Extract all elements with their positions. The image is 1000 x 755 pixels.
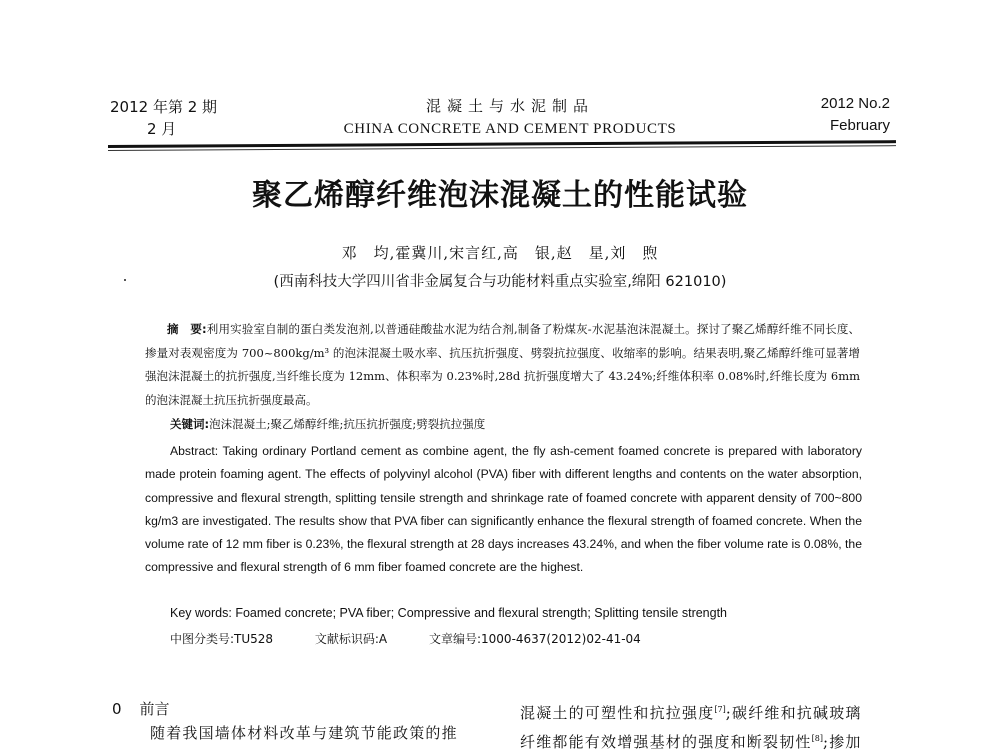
- journal-name-en: CHINA CONCRETE AND CEMENT PRODUCTS: [343, 121, 677, 137]
- article-affiliation: (西南科技大学四川省非金属复合与功能材料重点实验室,绵阳 621010): [273, 274, 727, 290]
- body-text-span: ;碳纤维和抗碱玻璃: [725, 704, 862, 722]
- abstract-cn-text: 利用实验室自制的蛋白类发泡剂,以普通硅酸盐水泥为结合剂,制备了粉煤灰-水泥基泡沫混凝土。探讨了聚乙烯醇纤维不同长度、掺量对表观密度为 700~800kg/m³ 的泡沫混凝土吸水率、抗压抗折强度、劈裂抗拉强度、收缩率的影响。结果表明,聚乙烯醇纤维可显著增强泡沫混凝土的抗折强度,当纤维长度为 12mm、体积率为 0.23%时,28d 抗折强度增大了 43.24%;纤维体积率 0.08%时,纤维长度为 6mm 的泡沫混凝土抗压抗折强度最高。: [145, 322, 860, 407]
- article-authors: 邓 均,霍冀川,宋言红,高 银,赵 星,刘 煦: [341, 244, 659, 262]
- keywords-en-text: Foamed concrete; PVA fiber; Compressive and flexural strength; Splitting tensile strength: [235, 606, 728, 620]
- keywords-en-label: Key words:: [170, 606, 232, 620]
- body-text-span: 混凝土的可塑性和抗拉强度: [520, 704, 715, 722]
- article-number: 文章编号:1000-4637(2012)02-41-04: [428, 632, 641, 646]
- body-text-span: ;掺加: [822, 733, 862, 751]
- article-metadata: [170, 630, 679, 647]
- citation-ref: [7]: [714, 705, 726, 714]
- abstract-en: [145, 440, 862, 580]
- body-text-span: 纤维都能有效增强基材的强度和断裂韧性: [520, 733, 812, 751]
- body-text-left-column: [150, 722, 458, 743]
- journal-name-cn: 混凝土与水泥制品: [425, 97, 594, 115]
- section-heading: [112, 698, 170, 719]
- section-title: 前言: [139, 700, 170, 718]
- body-text-right-column: [520, 697, 862, 755]
- issue-info-en: [821, 93, 890, 137]
- issue-month-cn: 2 月: [147, 120, 177, 138]
- citation-ref: [8]: [811, 734, 823, 743]
- abstract-en-text: Taking ordinary Portland cement as combine agent, the fly ash-cement foamed concrete is prepared with laboratory made protein foaming agent. The effects of polyvinyl alcohol (PVA) fiber with different lengths and contents on the water absorption, compressive and flexural strength, splitting tensile strength and shrinkage rate of foamed concrete with apparent density of 700~800 kg/m3 are investigated. The results show that PVA fiber can significantly enhance the flexural strength of foamed concrete. When the volume rate of 12 mm fiber is 0.23%, the flexural strength at 28 days increases 43.24%, and when the fiber volume rate is 0.08%, the compressive and flexural strength of 6 mm fiber foamed concrete are the highest.: [145, 444, 862, 575]
- abstract-en-label: Abstract:: [170, 444, 219, 458]
- issue-number-cn: 2012 年第 2 期: [110, 98, 218, 116]
- body-left-line: 随着我国墙体材料改革与建筑节能政策的推: [150, 724, 458, 742]
- clc-number: 中图分类号:TU528: [170, 632, 274, 646]
- issue-info-cn: [110, 96, 217, 140]
- section-number: 0: [112, 700, 122, 718]
- abstract-cn-label: 摘 要:: [167, 322, 207, 336]
- body-right-line-1: [520, 697, 862, 726]
- issue-month-en: February: [829, 117, 890, 134]
- keywords-en: [170, 606, 727, 620]
- issue-number-en: 2012 No.2: [820, 95, 890, 112]
- article-title: 聚乙烯醇纤维泡沫混凝土的性能试验: [252, 178, 748, 213]
- document-code: 文献标识码:A: [314, 632, 388, 646]
- keywords-cn: [170, 416, 485, 432]
- journal-name: [300, 96, 720, 140]
- body-right-line-2: [520, 726, 862, 755]
- abstract-cn: [145, 318, 860, 412]
- keywords-cn-label: 关键词:: [170, 417, 210, 431]
- keywords-cn-text: 泡沫混凝土;聚乙烯醇纤维;抗压抗折强度;劈裂抗拉强度: [209, 417, 486, 431]
